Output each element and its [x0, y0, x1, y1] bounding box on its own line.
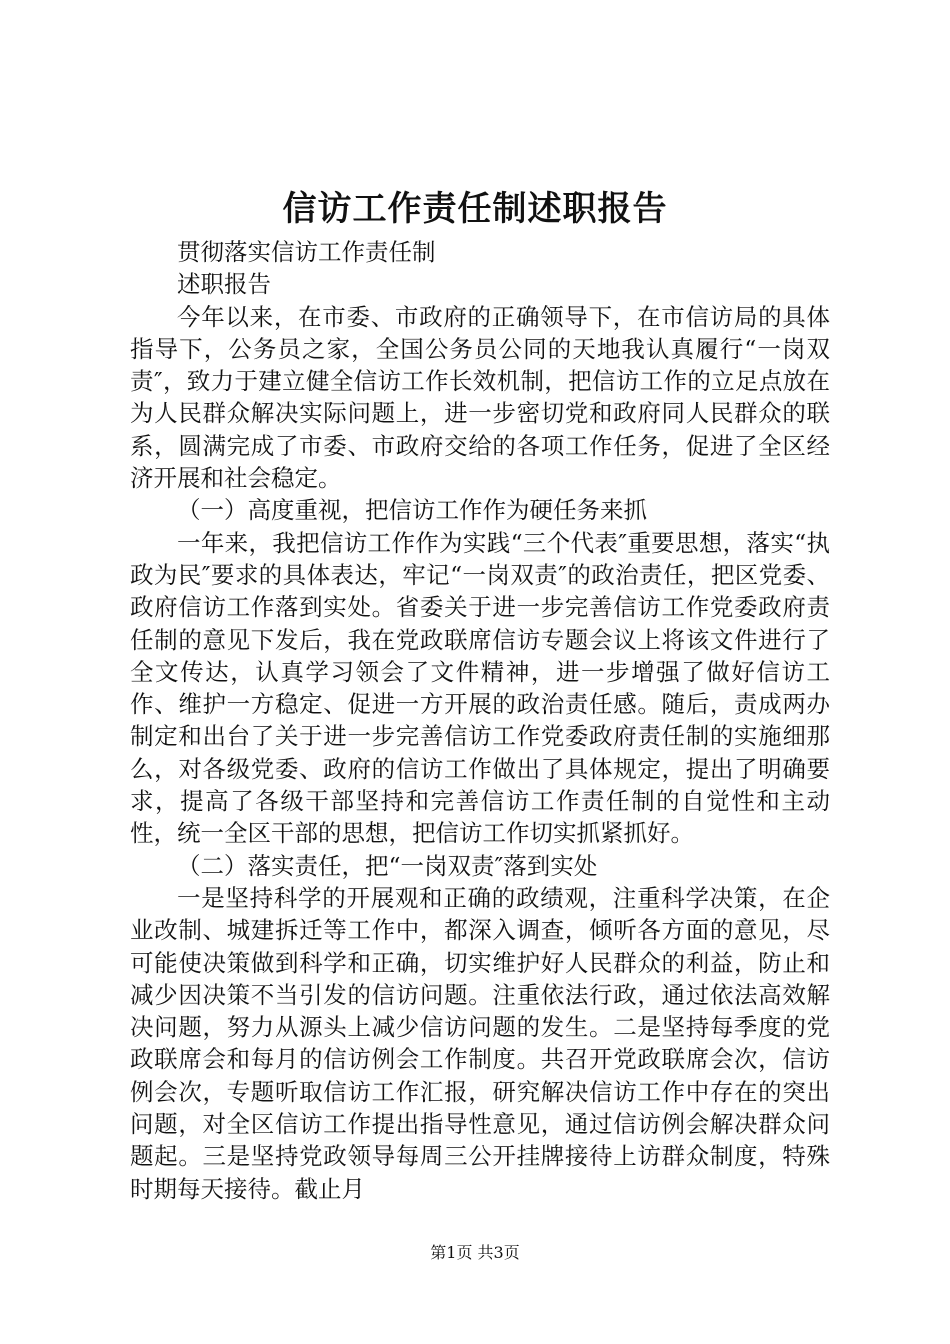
- paragraph: 贯彻落实信访工作责任制: [177, 238, 436, 266]
- paragraph: 述职报告: [177, 270, 271, 299]
- section-heading: （一）高度重视，把信访工作作为硬任务来抓: [177, 496, 647, 525]
- page-number-footer: 第1页 共3页: [430, 1243, 520, 1262]
- section-heading: （二）落实责任，把“一岗双责″落到实处: [177, 851, 598, 880]
- paragraph: 一是坚持科学的开展观和正确的政绩观，注重科学决策，在企业改制、城建拆迁等工作中，都深入调查，倾听各方面的意见，尽可能使决策做到科学和正确，切实维护好人民群众的利益，防止和减少因决策不当引发的信访问题。注重依法行政，通过依法高效解决问题，努力从源头上减少信访问题的发生。二是坚持每季度的党政联席会和每月的信访例会工作制度。共召开党政联席会次，信访例会次，专题听取信访工作汇报，研究解决信访工作中存在的突出问题，对全区信访工作提出指导性意见，通过信访例会解决群众问题起。三是坚持党政领导每周三公开挂牌接待上访群众制度，特殊时期每天接待。截止月: [130, 883, 830, 1203]
- paragraph: 一年来，我把信访工作作为实践“三个代表″重要思想，落实“执政为民″要求的具体表达，牢记“一岗双责″的政治责任，把区党委、政府信访工作落到实处。省委关于进一步完善信访工作党委政府责任制的意见下发后，我在党政联席信访专题会议上将该文件进行了全文传达，认真学习领会了文件精神，进一步增强了做好信访工作、维护一方稳定、促进一方开展的政治责任感。随后，责成两办制定和出台了关于进一步完善信访工作党委政府责任制的实施细那么，对各级党委、政府的信访工作做出了具体规定，提出了明确要求，提高了各级干部坚持和完善信访工作责任制的自觉性和主动性，统一全区干部的思想，把信访工作切实抓紧抓好。: [130, 528, 830, 848]
- document-title: 信访工作责任制述职报告: [282, 189, 668, 229]
- paragraph: 今年以来，在市委、市政府的正确领导下，在市信访局的具体指导下，公务员之家，全国公务员公同的天地我认真履行“一岗双责″，致力于建立健全信访工作长效机制，把信访工作的立足点放在为人民群众解决实际问题上，进一步密切党和政府同人民群众的联系，圆满完成了市委、市政府交给的各项工作任务，促进了全区经济开展和社会稳定。: [130, 302, 830, 493]
- document-body: [130, 236, 830, 1205]
